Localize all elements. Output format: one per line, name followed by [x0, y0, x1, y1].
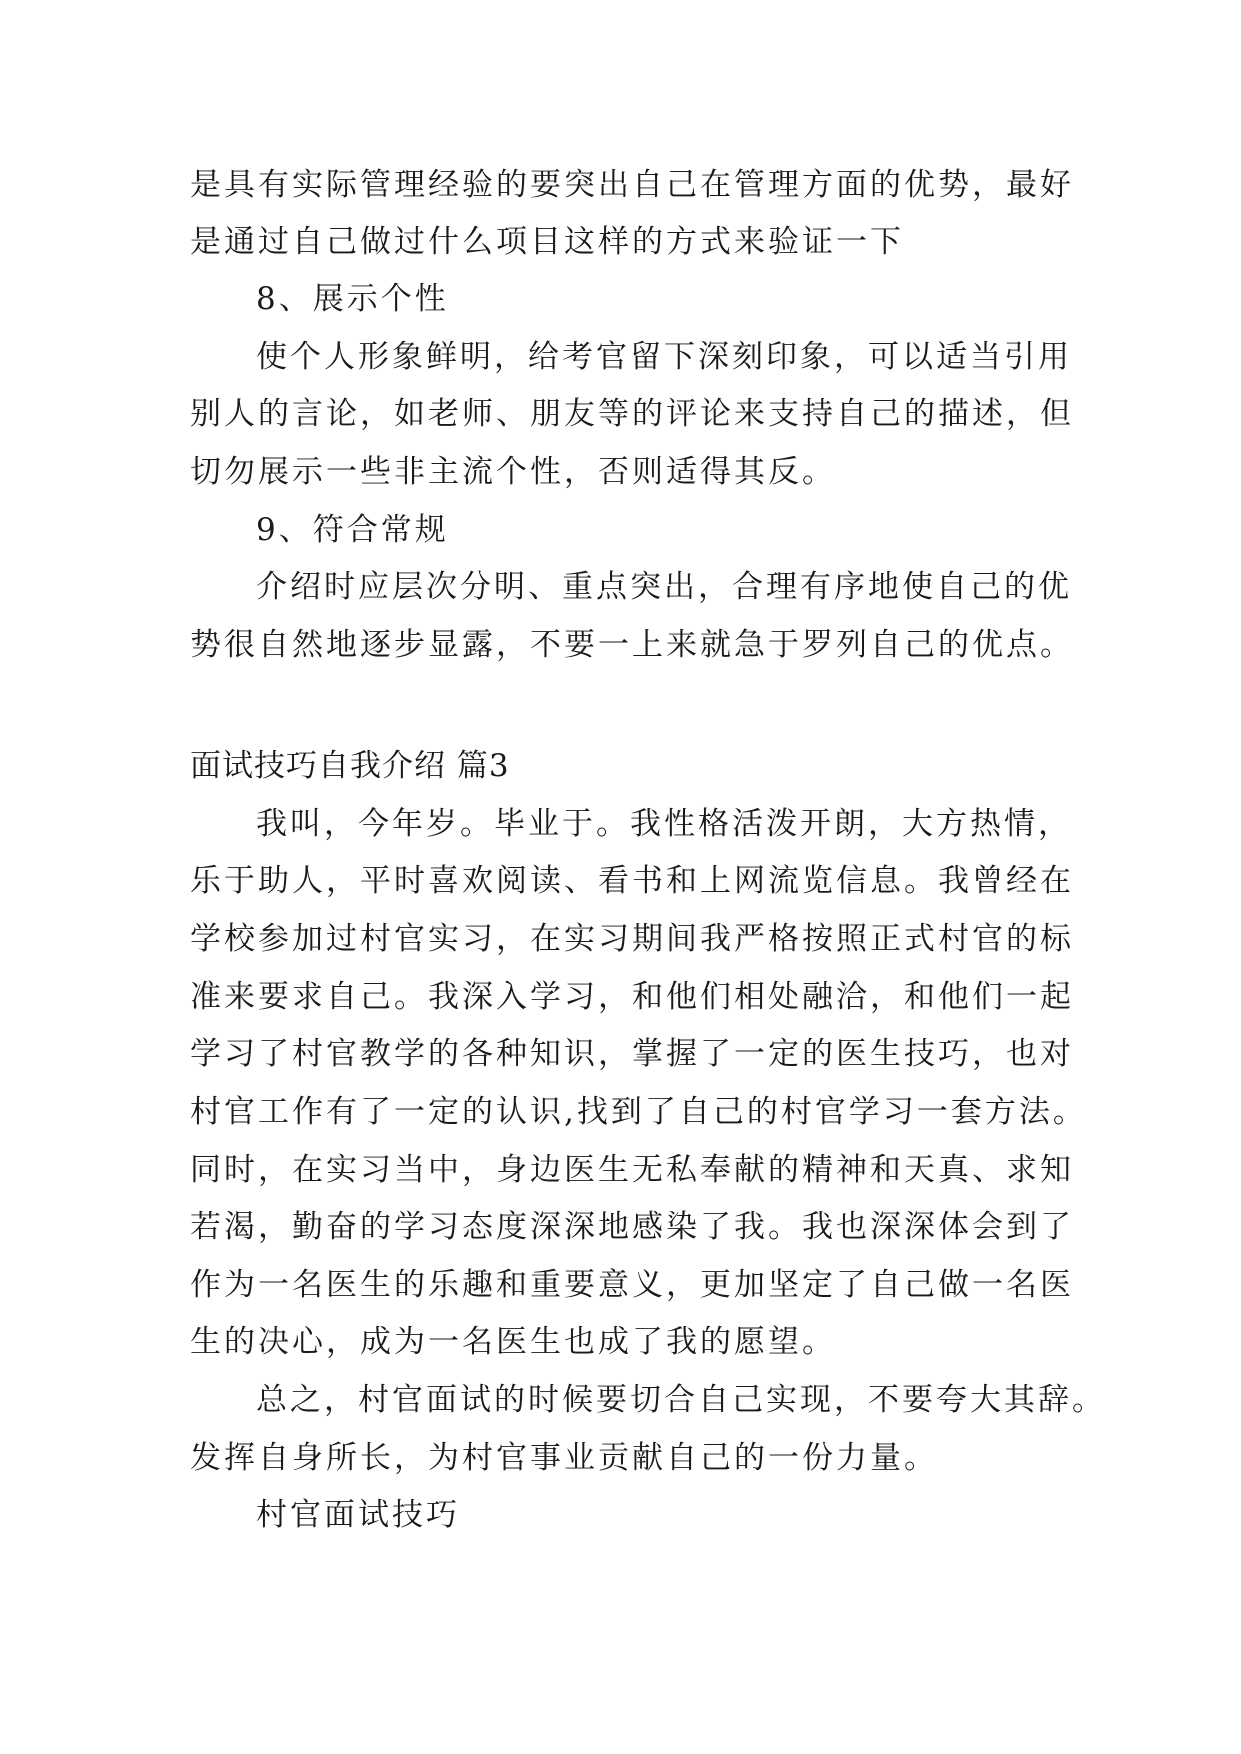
text-line: 若渴，勤奋的学习态度深深地感染了我。我也深深体会到了 [190, 1209, 1074, 1245]
text-line: 村官工作有了一定的认识,找到了自己的村官学习一套方法。 [190, 1094, 1087, 1130]
text-line: 总之，村官面试的时候要切合自己实现，不要夸大其辞。 [256, 1382, 1106, 1418]
text-line: 介绍时应层次分明、重点突出，合理有序地使自己的优 [256, 569, 1072, 605]
text-line: 是具有实际管理经验的要突出自己在管理方面的优势，最好 [190, 167, 1074, 203]
text-line: 我叫，今年岁。毕业于。我性格活泼开朗，大方热情， [256, 806, 1072, 842]
text-line: 准来要求自己。我深入学习，和他们相处融洽，和他们一起 [190, 979, 1074, 1015]
section-heading: 9、符合常规 [256, 512, 449, 548]
section-heading: 村官面试技巧 [256, 1497, 460, 1533]
text-line: 学习了村官教学的各种知识，掌握了一定的医生技巧，也对 [190, 1036, 1074, 1072]
article-title: 面试技巧自我介绍 篇3 [190, 748, 510, 784]
section-heading: 8、展示个性 [256, 281, 449, 317]
text-line: 同时，在实习当中，身边医生无私奉献的精神和天真、求知 [190, 1152, 1074, 1188]
text-line: 发挥自身所长，为村官事业贡献自己的一份力量。 [190, 1440, 938, 1476]
text-line: 使个人形象鲜明，给考官留下深刻印象，可以适当引用 [256, 339, 1072, 375]
text-line: 切勿展示一些非主流个性，否则适得其反。 [190, 454, 836, 490]
text-line: 乐于助人，平时喜欢阅读、看书和上网流览信息。我曾经在 [190, 863, 1074, 899]
text-line: 势很自然地逐步显露，不要一上来就急于罗列自己的优点。 [190, 627, 1074, 663]
text-line: 作为一名医生的乐趣和重要意义，更加坚定了自己做一名医 [190, 1267, 1074, 1303]
text-line: 别人的言论，如老师、朋友等的评论来支持自己的描述，但 [190, 396, 1074, 432]
text-line: 学校参加过村官实习，在实习期间我严格按照正式村官的标 [190, 921, 1074, 957]
text-line: 是通过自己做过什么项目这样的方式来验证一下 [190, 224, 904, 260]
text-line: 生的决心，成为一名医生也成了我的愿望。 [190, 1324, 836, 1360]
